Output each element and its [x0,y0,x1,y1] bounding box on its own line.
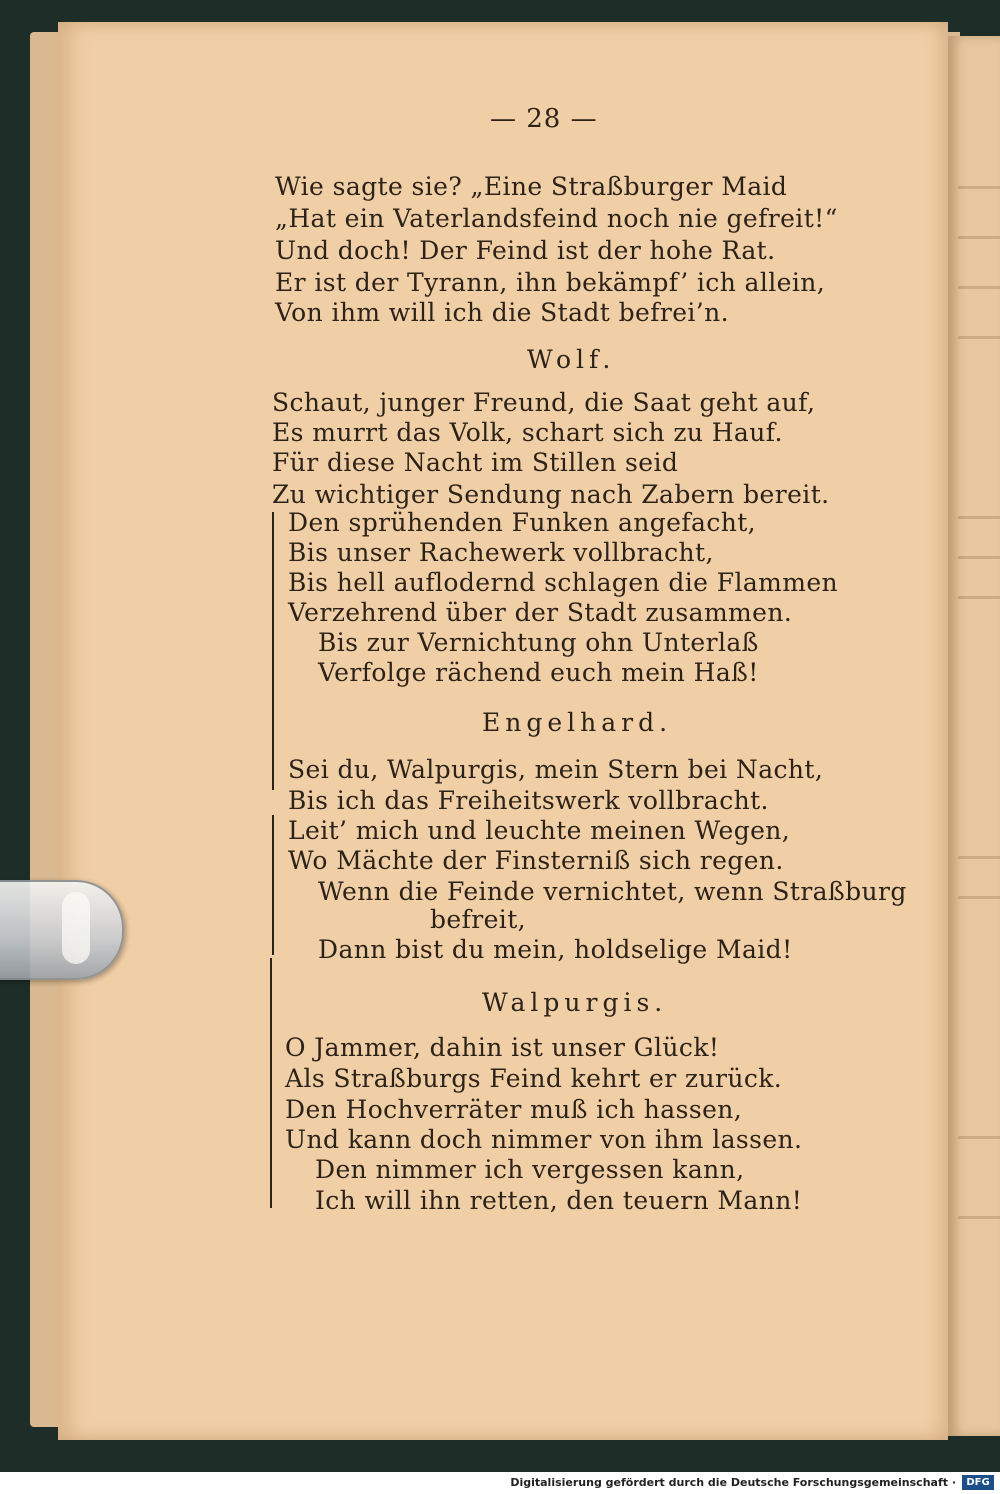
verse-line: Dann bist du mein, holdselige Maid! [318,935,793,964]
duet-brace [270,958,272,1208]
verse-line: befreit, [430,905,526,934]
verse-line: Bis hell auflodernd schlagen die Flammen [288,568,839,597]
verse-line: Wenn die Feinde vernichtet, wenn Straßburg [318,877,907,906]
verse-line: Verzehrend über der Stadt zusammen. [288,598,793,627]
verse-line: O Jammer, dahin ist unser Glück! [285,1033,720,1062]
verse-line: Schaut, junger Freund, die Saat geht auf, [272,388,816,417]
verse-line: Bis ich das Freiheitswerk vollbracht. [288,786,769,815]
verse-line: Ich will ihn retten, den teuern Mann! [315,1186,803,1215]
verse-line: Den sprühenden Funken angefacht, [288,508,757,537]
verse-line: Für diese Nacht im Stillen seid [272,448,679,477]
verse-line: Und doch! Der Feind ist der hohe Rat. [275,236,776,265]
verse-line: Den nimmer ich vergessen kann, [315,1155,745,1184]
verse-line: Bis zur Vernichtung ohn Unterlaß [318,628,759,657]
verse-line: Von ihm will ich die Stadt befrei’n. [275,298,729,327]
speaker-name-walpurgis: Walpurgis. [482,988,668,1017]
verse-line: Es murrt das Volk, schart sich zu Hauf. [272,418,783,447]
bookmark-highlight [62,892,90,964]
verse-line: Er ist der Tyrann, ihn bekämpf’ ich allein, [275,268,826,297]
page-number: — 28 — [490,104,598,134]
verse-line: Und kann doch nimmer von ihm lassen. [285,1125,803,1154]
footer-bar [0,1472,1000,1494]
verse-line: Verfolge rächend euch mein Haß! [318,658,759,687]
verse-line: „Hat ein Vaterlandsfeind noch nie gefreit!“ [275,204,838,233]
verse-line: Den Hochverräter muß ich hassen, [285,1095,743,1124]
speaker-name-engelhard: Engelhard. [482,708,673,737]
verse-line: Zu wichtiger Sendung nach Zabern bereit. [272,480,830,509]
verse-line: Wo Mächte der Finsterniß sich regen. [288,846,784,875]
speaker-name-wolf: Wolf. [527,345,616,374]
verse-line: Bis unser Rachewerk vollbracht, [288,538,714,567]
funding-credit: Digitalisierung gefördert durch die Deutsche Forschungsgemeinschaft · [510,1476,956,1489]
verse-line: Wie sagte sie? „Eine Straßburger Maid [275,172,788,201]
verse-line: Sei du, Walpurgis, mein Stern bei Nacht, [288,755,824,784]
dfg-logo: DFG [962,1475,994,1490]
duet-brace [272,512,274,690]
bookmark-clip [0,880,124,980]
verse-line: Leit’ mich und leuchte meinen Wegen, [288,816,791,845]
duet-brace [272,690,274,790]
verse-line: Als Straßburgs Feind kehrt er zurück. [285,1064,783,1093]
facing-page-edge [948,36,1000,1436]
duet-brace [272,815,274,955]
